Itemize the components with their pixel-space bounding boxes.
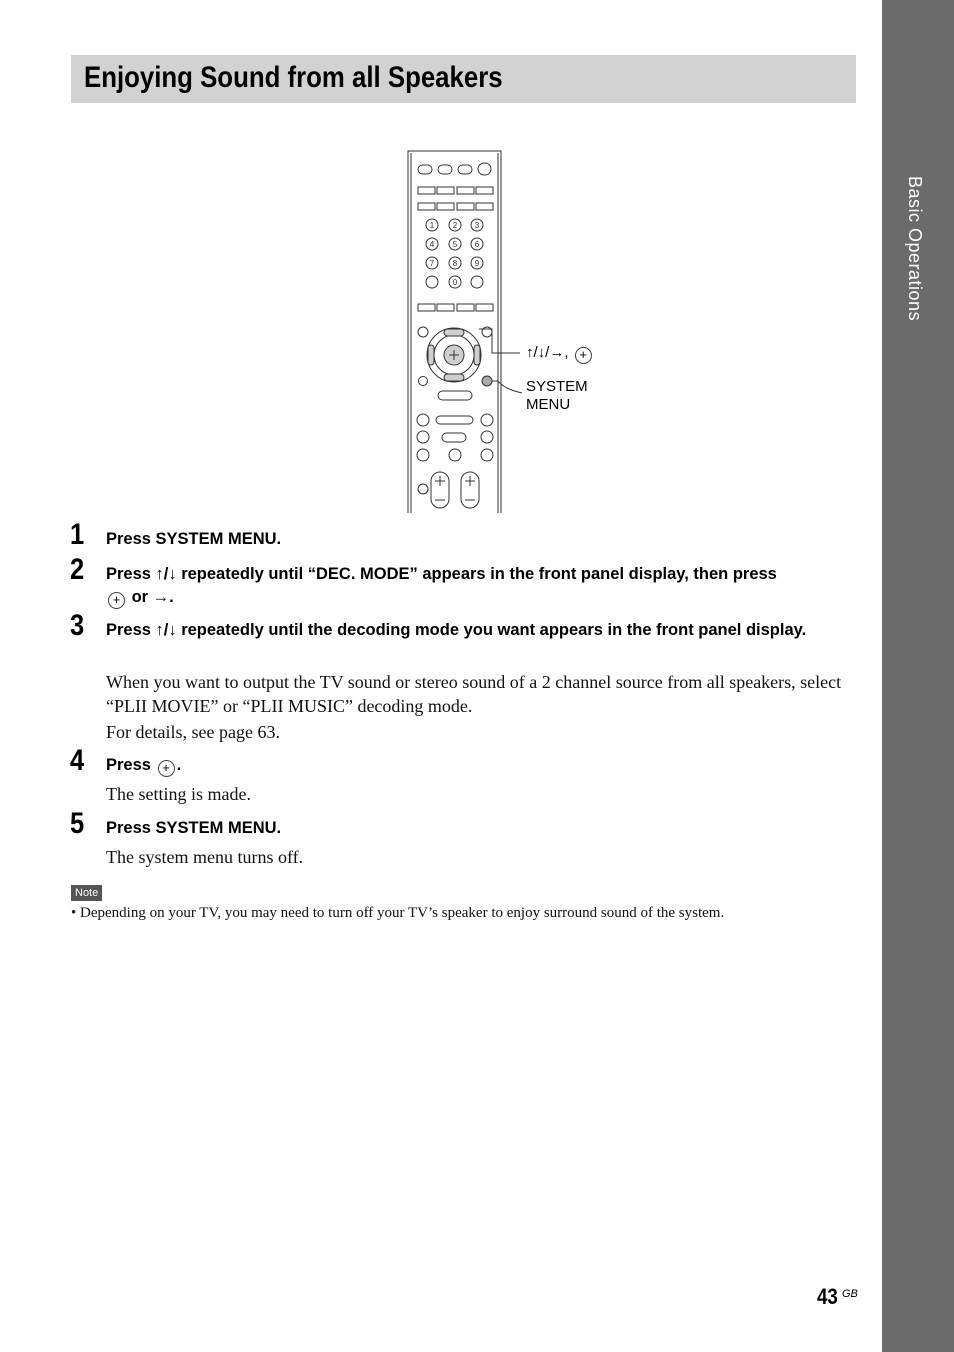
function-buttons — [418, 304, 493, 311]
step-2-number: 2 — [70, 553, 85, 586]
step-2-heading-b: or →. — [131, 588, 174, 606]
input-buttons-row1 — [418, 187, 493, 194]
step-4-body: The setting is made. — [106, 784, 251, 804]
step-5-heading: Press SYSTEM MENU. — [106, 819, 282, 837]
input-buttons-row2 — [418, 203, 493, 210]
callout-arrows-text: ↑/↓/→, — [526, 344, 569, 361]
title-bar — [71, 55, 856, 103]
side-tab-label: Basic Operations — [905, 176, 925, 322]
callout-arrows — [526, 344, 594, 364]
page-number: 43 — [817, 1284, 838, 1309]
key-9: 9 — [474, 259, 480, 268]
step-1-number: 1 — [70, 518, 85, 551]
key-8: 8 — [452, 259, 458, 268]
key-7: 7 — [429, 259, 435, 268]
remote-svg — [400, 145, 640, 515]
step-1-heading: Press SYSTEM MENU. — [106, 530, 282, 548]
callout-line-system — [492, 381, 522, 393]
note-label: Note — [71, 885, 102, 901]
step-4-heading-b: . — [176, 756, 182, 774]
enter-icon: + — [108, 592, 125, 609]
page-title: Enjoying Sound from all Speakers — [84, 61, 503, 94]
step-3-number: 3 — [70, 609, 85, 642]
note-text: • Depending on your TV, you may need to turn off your TV’s speaker to enjoy surround sound of the system. — [71, 905, 725, 921]
remote-illustration — [400, 145, 640, 515]
callout-system-line2: MENU — [526, 396, 571, 413]
step-3-heading: Press ↑/↓ repeatedly until the decoding mode you want appears in the front panel display. — [106, 621, 807, 639]
key-2: 2 — [452, 221, 458, 230]
callout-system-line1: SYSTEM — [526, 378, 588, 395]
callout-line-arrows — [479, 329, 520, 353]
top-button — [458, 165, 472, 174]
key-4: 4 — [429, 240, 435, 249]
step-3-body: When you want to output the TV sound or stereo sound of a 2 channel source from all speakers, select “PLII MOVIE” or “PLII MUSIC” decoding mode. — [106, 672, 842, 716]
enter-icon: + — [158, 760, 175, 777]
step-2-heading-a: Press ↑/↓ repeatedly until “DEC. MODE” appears in the front panel display, then press — [106, 565, 777, 583]
step-4-heading — [106, 754, 856, 777]
step-2-heading — [106, 563, 856, 609]
step-3-reference: For details, see page 63. — [106, 722, 280, 742]
key-5: 5 — [452, 240, 458, 249]
step-4-number: 4 — [70, 744, 85, 777]
key-1: 1 — [429, 221, 435, 230]
power-button — [478, 163, 491, 175]
key-3: 3 — [474, 221, 480, 230]
callout-system-menu — [526, 378, 588, 414]
top-button — [418, 165, 432, 174]
page-suffix: GB — [842, 1288, 858, 1300]
step-4-heading-a: Press — [106, 756, 151, 774]
key-6: 6 — [474, 240, 480, 249]
key-0: 0 — [452, 278, 458, 287]
system-menu-button — [482, 376, 492, 386]
step-5-number: 5 — [70, 807, 85, 840]
top-button — [438, 165, 452, 174]
enter-icon: + — [575, 347, 592, 364]
step-5-body: The system menu turns off. — [106, 847, 304, 867]
